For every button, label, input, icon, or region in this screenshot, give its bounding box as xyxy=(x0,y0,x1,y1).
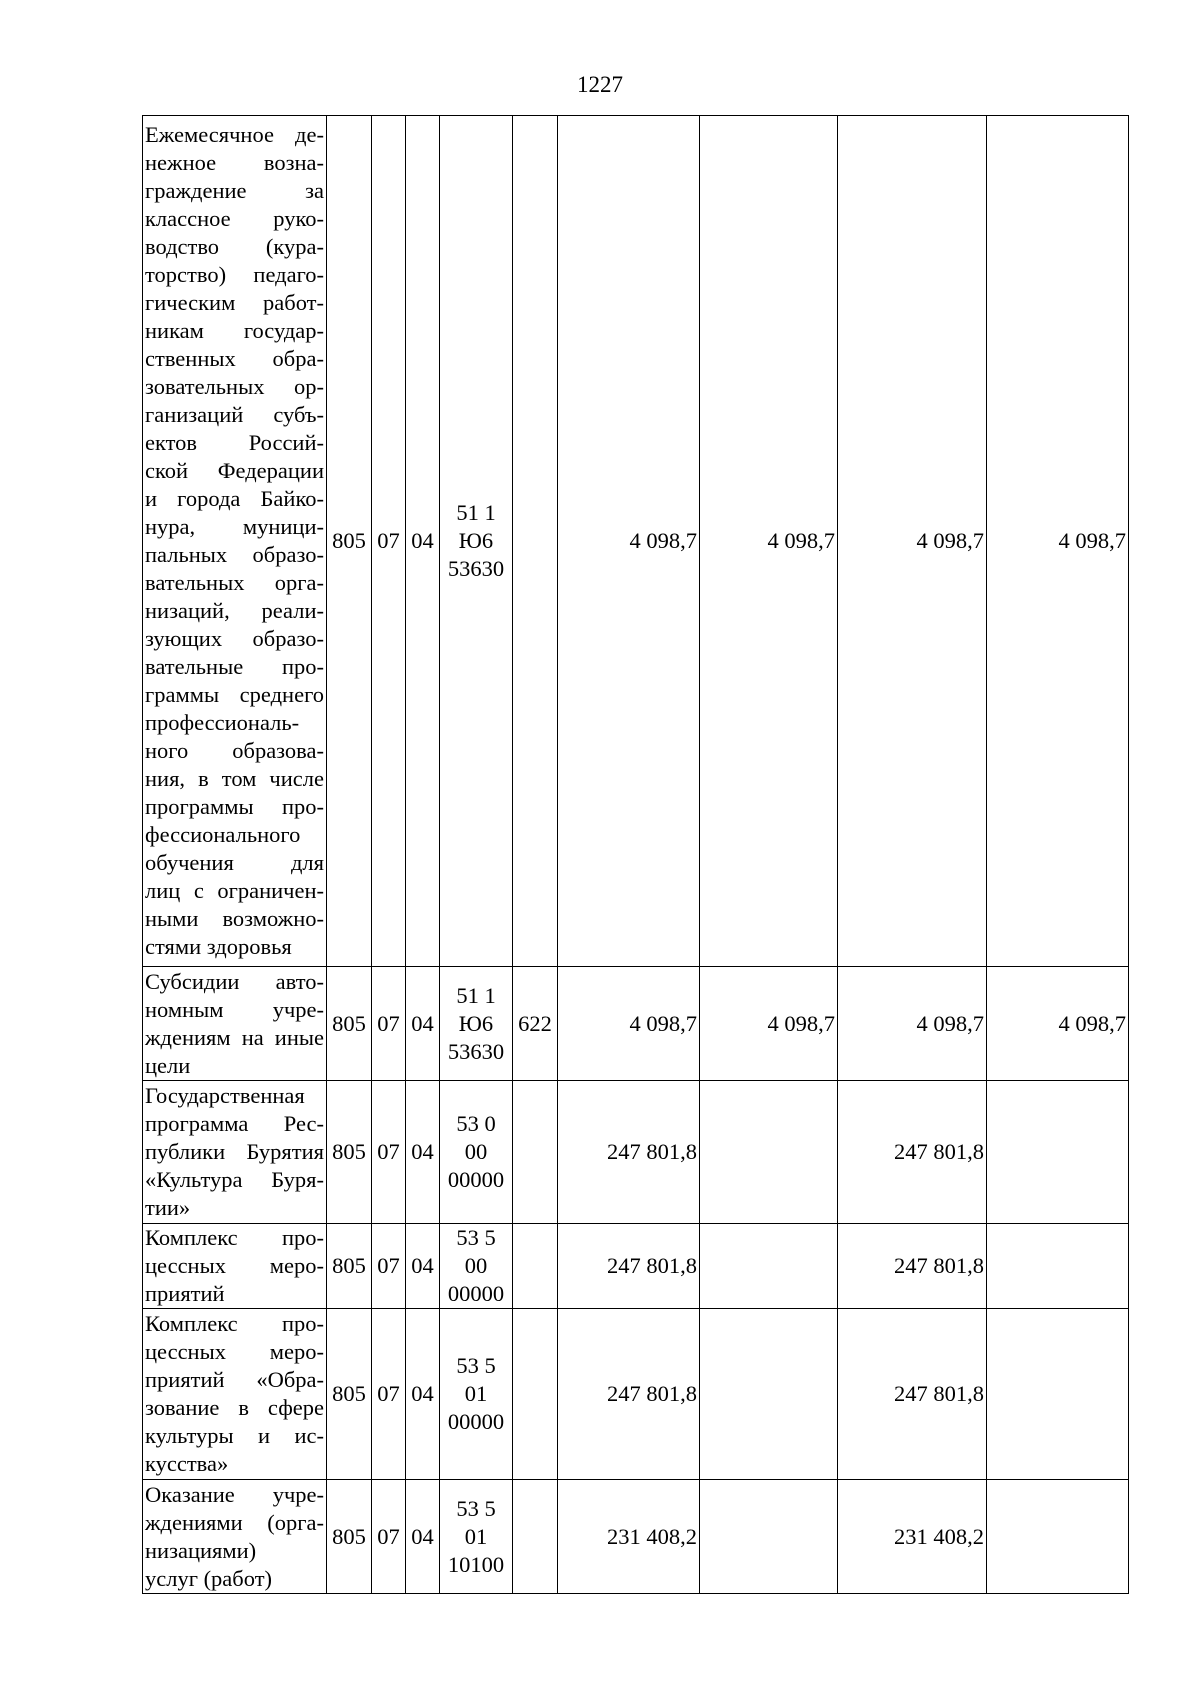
target-article-cell xyxy=(440,1224,513,1309)
item-name-line: приятий «Обра- xyxy=(145,1367,324,1392)
item-name-line: ждениями (орга- xyxy=(145,1509,324,1535)
amount-cell xyxy=(700,1309,838,1480)
item-name-line: ственных обра- xyxy=(145,346,324,371)
item-name-cell xyxy=(143,967,327,1081)
item-name-line: Ежемесячное де- xyxy=(145,122,324,147)
target-article-line: 01 xyxy=(464,1523,488,1549)
target-article-line: 00000 xyxy=(447,1167,505,1192)
amount-cell: 4 098,7 xyxy=(558,116,700,967)
item-name-line: ской Федерации xyxy=(145,458,324,483)
section-code-cell: 07 xyxy=(372,1309,406,1480)
item-name-line: фессионального xyxy=(145,822,301,847)
item-name-line: зовательных ор- xyxy=(145,374,324,399)
amount-cell xyxy=(987,1480,1129,1594)
item-name-line: низациями) xyxy=(145,1537,257,1563)
item-name-line: и города Байко- xyxy=(145,486,324,511)
item-name-line: кусства» xyxy=(145,1451,229,1476)
ministry-code-cell: 805 xyxy=(327,116,372,967)
amount-cell: 4 098,7 xyxy=(558,967,700,1081)
target-article-line: 53 5 xyxy=(456,1495,496,1521)
expense-type-cell xyxy=(513,1081,558,1224)
ministry-code-cell: 805 xyxy=(327,1081,372,1224)
target-article-line: 00 xyxy=(464,1253,488,1278)
amount-cell xyxy=(987,1224,1129,1309)
amount-cell xyxy=(987,1309,1129,1480)
item-name-line: ными возможно- xyxy=(145,906,324,931)
item-name-line: ния, в том числе xyxy=(145,766,324,791)
amount-cell: 247 801,8 xyxy=(838,1081,987,1224)
item-name-line: Комплекс про- xyxy=(145,1311,324,1336)
item-name-cell xyxy=(143,1224,327,1309)
target-article-line: Ю6 xyxy=(458,1010,494,1036)
amount-cell: 4 098,7 xyxy=(700,116,838,967)
target-article-line: 53 0 xyxy=(456,1111,496,1136)
table-row xyxy=(143,1224,1129,1309)
subsection-code-cell: 04 xyxy=(406,1224,440,1309)
item-name-line: обучения для xyxy=(145,850,324,875)
item-name-line: ждениям на иные xyxy=(145,1024,324,1050)
amount-cell: 4 098,7 xyxy=(838,116,987,967)
amount-cell: 231 408,2 xyxy=(838,1480,987,1594)
amount-cell: 4 098,7 xyxy=(987,967,1129,1081)
item-name-cell xyxy=(143,1081,327,1224)
section-code-cell: 07 xyxy=(372,116,406,967)
item-name-line: нура, муници- xyxy=(145,514,324,539)
item-name-line: ного образова- xyxy=(145,738,324,763)
item-name-line: программы про- xyxy=(145,794,324,819)
amount-cell: 247 801,8 xyxy=(558,1224,700,1309)
section-code-cell: 07 xyxy=(372,967,406,1081)
target-article-line: 53630 xyxy=(447,1038,505,1064)
subsection-code-cell: 04 xyxy=(406,1081,440,1224)
amount-cell: 247 801,8 xyxy=(838,1224,987,1309)
item-name-line: ганизаций субъ- xyxy=(145,402,324,427)
target-article-line: Ю6 xyxy=(458,528,494,553)
amount-cell xyxy=(700,1480,838,1594)
item-name-line: пальных образо- xyxy=(145,542,324,567)
section-code-cell: 07 xyxy=(372,1224,406,1309)
section-code-cell: 07 xyxy=(372,1081,406,1224)
item-name-line: стями здоровья xyxy=(145,934,292,959)
item-name-line: ектов Россий- xyxy=(145,430,324,455)
item-name-line: номным учре- xyxy=(145,996,324,1022)
item-name-line: профессиональ- xyxy=(145,710,300,735)
ministry-code-cell: 805 xyxy=(327,1309,372,1480)
item-name-cell xyxy=(143,116,327,967)
item-name-line: Комплекс про- xyxy=(145,1225,324,1250)
item-name-line: услуг (работ) xyxy=(145,1565,273,1591)
ministry-code-cell: 805 xyxy=(327,1480,372,1594)
subsection-code-cell: 04 xyxy=(406,116,440,967)
item-name-line: зование в сфере xyxy=(145,1395,324,1420)
target-article-line: 01 xyxy=(464,1381,488,1406)
item-name-line: торство) педаго- xyxy=(145,262,324,287)
amount-cell xyxy=(987,1081,1129,1224)
target-article-line: 51 1 xyxy=(456,982,496,1008)
item-name-line: Субсидии авто- xyxy=(145,968,324,994)
budget-table xyxy=(142,115,1129,1594)
item-name-cell xyxy=(143,1309,327,1480)
item-name-line: Оказание учре- xyxy=(145,1481,324,1507)
amount-cell: 247 801,8 xyxy=(558,1309,700,1480)
subsection-code-cell: 04 xyxy=(406,1480,440,1594)
target-article-cell xyxy=(440,1480,513,1594)
table-row xyxy=(143,1309,1129,1480)
table-row xyxy=(143,116,1129,967)
item-name-line: низаций, реали- xyxy=(145,598,324,623)
item-name-line: вательные про- xyxy=(145,654,324,679)
amount-cell: 4 098,7 xyxy=(987,116,1129,967)
subsection-code-cell: 04 xyxy=(406,1309,440,1480)
item-name-line: вательных орга- xyxy=(145,570,324,595)
item-name-line: гическим работ- xyxy=(145,290,324,315)
item-name-line: никам государ- xyxy=(145,318,324,343)
table-row xyxy=(143,1081,1129,1224)
expense-type-cell xyxy=(513,1480,558,1594)
item-name-line: программа Рес- xyxy=(145,1111,324,1136)
expense-type-cell: 622 xyxy=(513,967,558,1081)
item-name-line: водство (кура- xyxy=(145,234,324,259)
item-name-line: приятий xyxy=(145,1281,225,1306)
ministry-code-cell: 805 xyxy=(327,1224,372,1309)
target-article-line: 53 5 xyxy=(456,1353,496,1378)
section-code-cell: 07 xyxy=(372,1480,406,1594)
item-name-line: граждение за xyxy=(145,178,324,203)
amount-cell: 4 098,7 xyxy=(838,967,987,1081)
item-name-line: цели xyxy=(145,1052,191,1078)
item-name-line: тии» xyxy=(145,1195,191,1220)
target-article-line: 00000 xyxy=(447,1409,505,1434)
target-article-line: 53 5 xyxy=(456,1225,496,1250)
amount-cell: 4 098,7 xyxy=(700,967,838,1081)
amount-cell: 231 408,2 xyxy=(558,1480,700,1594)
item-name-line: классное руко- xyxy=(145,206,324,231)
item-name-line: нежное возна- xyxy=(145,150,324,175)
table-body xyxy=(143,116,1129,1594)
target-article-cell xyxy=(440,116,513,967)
item-name-line: «Культура Буря- xyxy=(145,1167,324,1192)
target-article-cell xyxy=(440,1309,513,1480)
item-name-line: граммы среднего xyxy=(145,682,324,707)
item-name-cell xyxy=(143,1480,327,1594)
item-name-line: цессных меро- xyxy=(145,1253,324,1278)
amount-cell: 247 801,8 xyxy=(838,1309,987,1480)
amount-cell: 247 801,8 xyxy=(558,1081,700,1224)
expense-type-cell xyxy=(513,116,558,967)
target-article-cell xyxy=(440,1081,513,1224)
amount-cell xyxy=(700,1224,838,1309)
item-name-line: цессных меро- xyxy=(145,1339,324,1364)
target-article-line: 00 xyxy=(464,1139,488,1164)
ministry-code-cell: 805 xyxy=(327,967,372,1081)
target-article-line: 53630 xyxy=(447,556,505,581)
target-article-line: 51 1 xyxy=(456,500,496,525)
page-number: 1227 xyxy=(577,72,623,97)
expense-type-cell xyxy=(513,1224,558,1309)
subsection-code-cell: 04 xyxy=(406,967,440,1081)
expense-type-cell xyxy=(513,1309,558,1480)
item-name-line: зующих образо- xyxy=(145,626,324,651)
target-article-line: 10100 xyxy=(447,1551,505,1577)
table-row xyxy=(143,967,1129,1081)
table-row xyxy=(143,1480,1129,1594)
amount-cell xyxy=(700,1081,838,1224)
target-article-cell xyxy=(440,967,513,1081)
item-name-line: Государственная xyxy=(145,1083,305,1108)
item-name-line: культуры и ис- xyxy=(145,1423,324,1448)
target-article-line: 00000 xyxy=(447,1281,505,1306)
item-name-line: публики Бурятия xyxy=(145,1139,324,1164)
item-name-line: лиц с ограничен- xyxy=(145,878,324,903)
